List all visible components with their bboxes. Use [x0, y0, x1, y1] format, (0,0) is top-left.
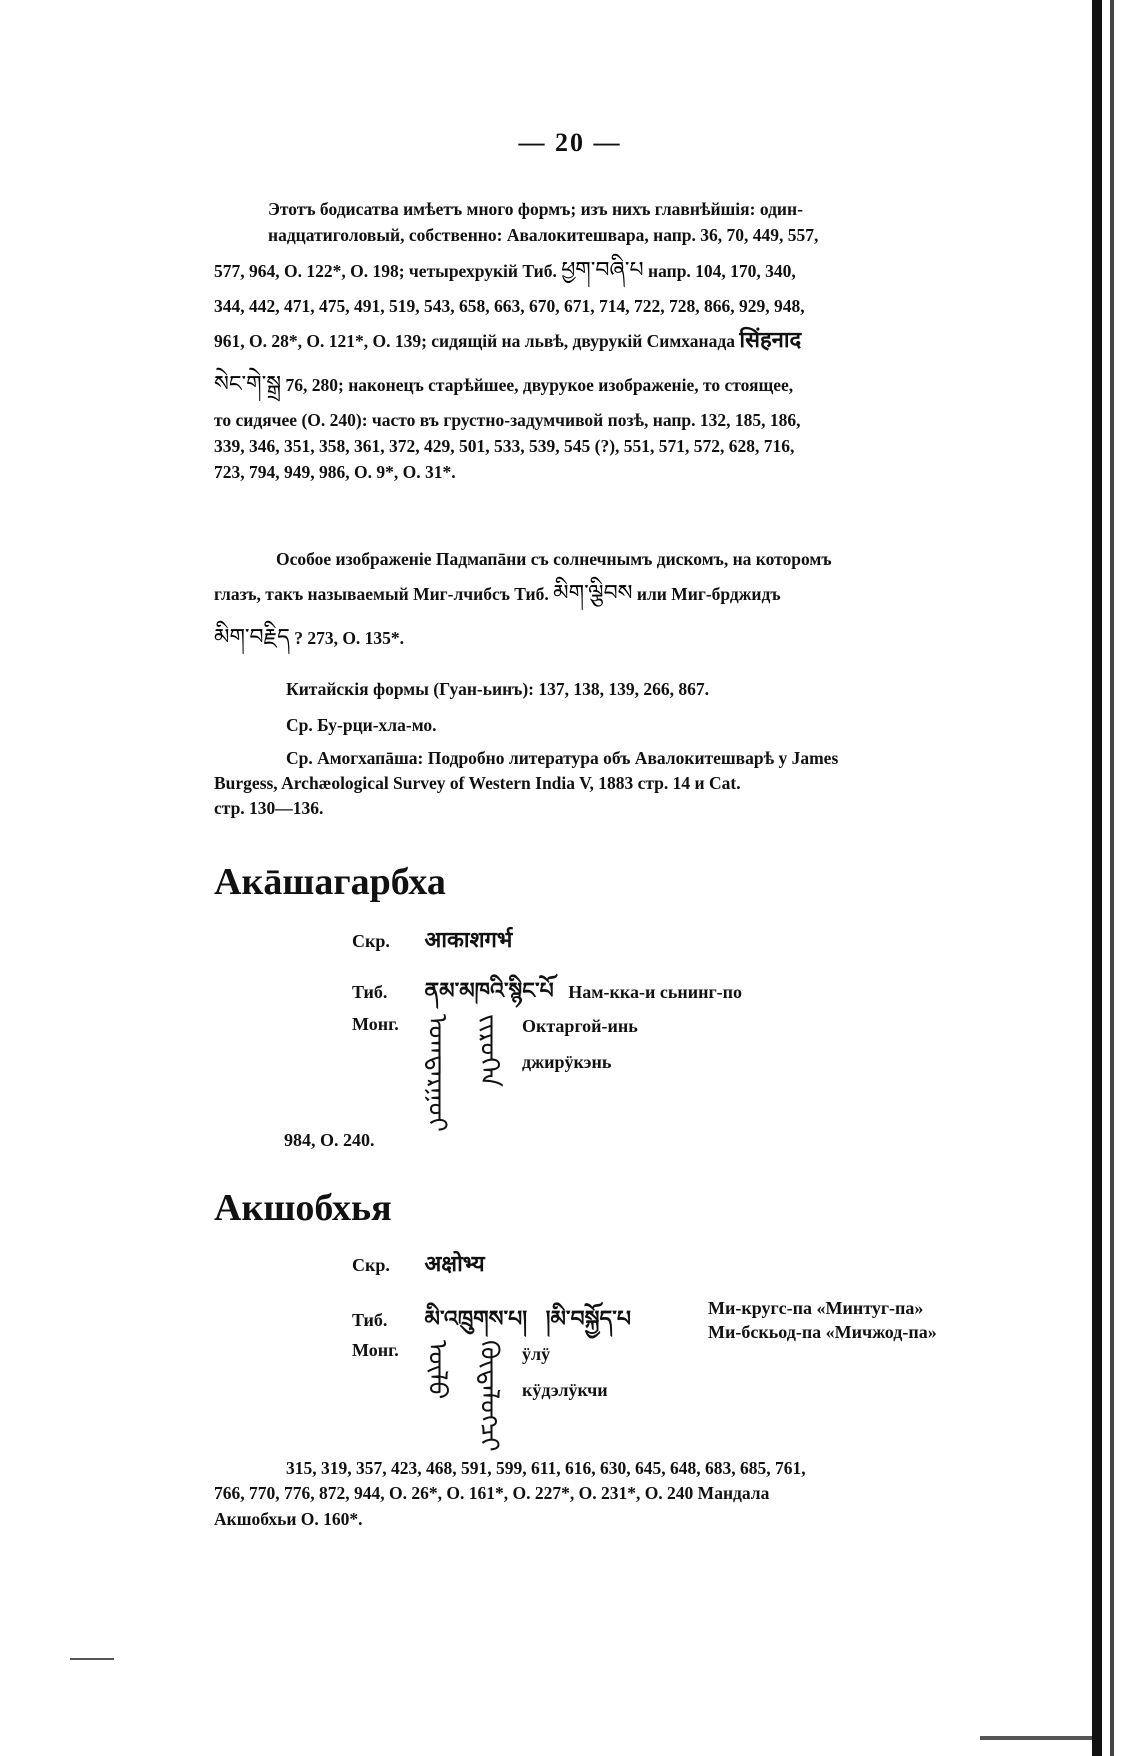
text-line: 315, 319, 357, 423, 468, 591, 599, 611, 616, 630, 645, 648, 683, 685, 761,: [286, 1458, 806, 1478]
text-line: Ср. Амогхапāша: Подробно литература объ Авалокитешварѣ у James: [286, 748, 839, 768]
text-line: [214, 363, 1030, 407]
tibetan-script: ནམ་མཁའི་སྙིང་པོ: [424, 979, 554, 1004]
tibetan-script: མིག་བརྗིད: [214, 625, 290, 651]
text-line: Этотъ бодисатва имѣетъ много формъ; изъ нихъ главнѣйшія: один-: [268, 199, 803, 219]
text-span: ? 273, О. 135*.: [294, 628, 405, 649]
references: 984, О. 240.: [284, 1130, 375, 1150]
mong-label: Монг.: [352, 1340, 399, 1360]
text-line: то сидячее (О. 240): часто въ грустно-задумчивой позѣ, напр. 132, 185, 186,: [214, 409, 801, 430]
transliteration: джирӱкэнь: [522, 1052, 612, 1072]
section-heading: Акшобхья: [214, 1187, 392, 1229]
text-line: 344, 442, 471, 475, 491, 519, 543, 658, 663, 670, 671, 714, 722, 728, 866, 929, 948,: [214, 295, 805, 316]
transliteration: Нам-кка-и сьнинг-по: [568, 982, 742, 1002]
binding-edge-shadow: [1110, 0, 1114, 1756]
devanagari-script: आकाशगर्भ: [424, 928, 513, 953]
avalokiteshvara-paragraph: [214, 196, 1030, 486]
mongolian-script: ᠵᠢᠷᠦᠬᠡᠨ: [474, 1014, 504, 1088]
mongolian-script: ᠣᠭᠲᠠᠷᠭᠤᠢ: [422, 1014, 452, 1132]
scan-artifact-line: [70, 1658, 114, 1660]
text-line: [214, 249, 1030, 293]
text-line: Акшобхьи О. 160*.: [214, 1508, 363, 1529]
binding-edge: [1092, 0, 1102, 1756]
text-line: [214, 572, 1030, 616]
transliteration: кӱдэлӱкчи: [522, 1380, 608, 1400]
text-line: Burgess, Archæological Survey of Western India V, 1883 стр. 14 и Cat.: [214, 772, 741, 793]
text-line: 339, 346, 351, 358, 361, 372, 429, 501, 533, 539, 545 (?), 551, 571, 572, 628, 716,: [214, 436, 795, 456]
transliteration: Ми-кругс-па «Минтуг-па»: [708, 1298, 924, 1318]
transliteration: Октаргой-инь: [522, 1016, 638, 1036]
text-line: [214, 616, 1030, 660]
cf-amoghapasha-paragraph: [214, 746, 1030, 821]
transliteration: ӱлӱ: [522, 1344, 551, 1364]
text-line: [214, 319, 1030, 363]
tibetan-script: ཕྱག་བཞི་པ: [561, 257, 644, 283]
text-span: 961, О. 28*, О. 121*, О. 139; сидящій на львѣ, двурукій Симханада: [214, 330, 735, 351]
text-span: глазъ, такъ называемый Миг-лчибсъ Тиб.: [214, 584, 549, 605]
text-line: 766, 770, 776, 872, 944, О. 26*, О. 161*, О. 227*, О. 231*, О. 240 Мандала: [214, 1483, 770, 1504]
text-line: 723, 794, 949, 986, О. 9*, О. 31*.: [214, 462, 456, 483]
transliteration: Ми-бскьод-па «Мичжод-па»: [708, 1322, 937, 1342]
devanagari-script: अक्षोभ्य: [424, 1252, 485, 1277]
padmapani-paragraph: [214, 546, 1030, 660]
tibetan-script: མི་འཁྲུགས་པ།: [424, 1307, 528, 1332]
mong-label: Монг.: [352, 1014, 399, 1034]
row-label: Скр.: [352, 931, 390, 951]
text-span: 76, 280; наконецъ старѣйшее, двурукое изображеніе, то стоящее,: [285, 374, 794, 395]
chinese-forms-line: Китайскія формы (Гуан-ьинъ): 137, 138, 139, 266, 867.: [286, 679, 710, 699]
scan-artifact-line: [980, 1736, 1092, 1740]
tibetan-script: སེང་གེ་སྒྲ: [214, 371, 282, 397]
text-line: Особое изображеніе Падмапāни съ солнечнымъ дискомъ, на которомъ: [276, 549, 832, 569]
akshobhya-references: [214, 1456, 1030, 1532]
skr-row: [352, 924, 512, 954]
text-span: или Миг-брджидъ: [636, 584, 781, 605]
tibetan-script: མིག་ལྕིབས: [553, 581, 633, 607]
text-line: надцатиголовый, собственно: Авалокитешвара, напр. 36, 70, 449, 557,: [268, 225, 819, 246]
row-label: Тиб.: [352, 1310, 388, 1330]
text-span: напр. 104, 170, 340,: [648, 260, 796, 281]
page-number: — 20 —: [518, 128, 622, 157]
text-span: 577, 964, О. 122*, О. 198; четырехрукій Тиб.: [214, 260, 557, 281]
devanagari-script: सिंहनाद: [739, 327, 802, 353]
row-label: Тиб.: [352, 982, 388, 1002]
mongolian-script: ᠦᠯᠦ: [422, 1340, 452, 1400]
section-heading: Акāшагарбха: [214, 861, 446, 903]
row-label: Скр.: [352, 1255, 390, 1275]
text-line: стр. 130—136.: [214, 797, 324, 818]
cf-line: Ср. Бу-рци-хла-мо.: [286, 715, 437, 735]
tibetan-script: །མི་བསྐྱོད་པ: [545, 1307, 631, 1332]
skr-row: [352, 1248, 485, 1278]
mongolian-script: ᠬᠥᠳᠡᠯᠦᠭᠴᠢ: [474, 1340, 504, 1452]
